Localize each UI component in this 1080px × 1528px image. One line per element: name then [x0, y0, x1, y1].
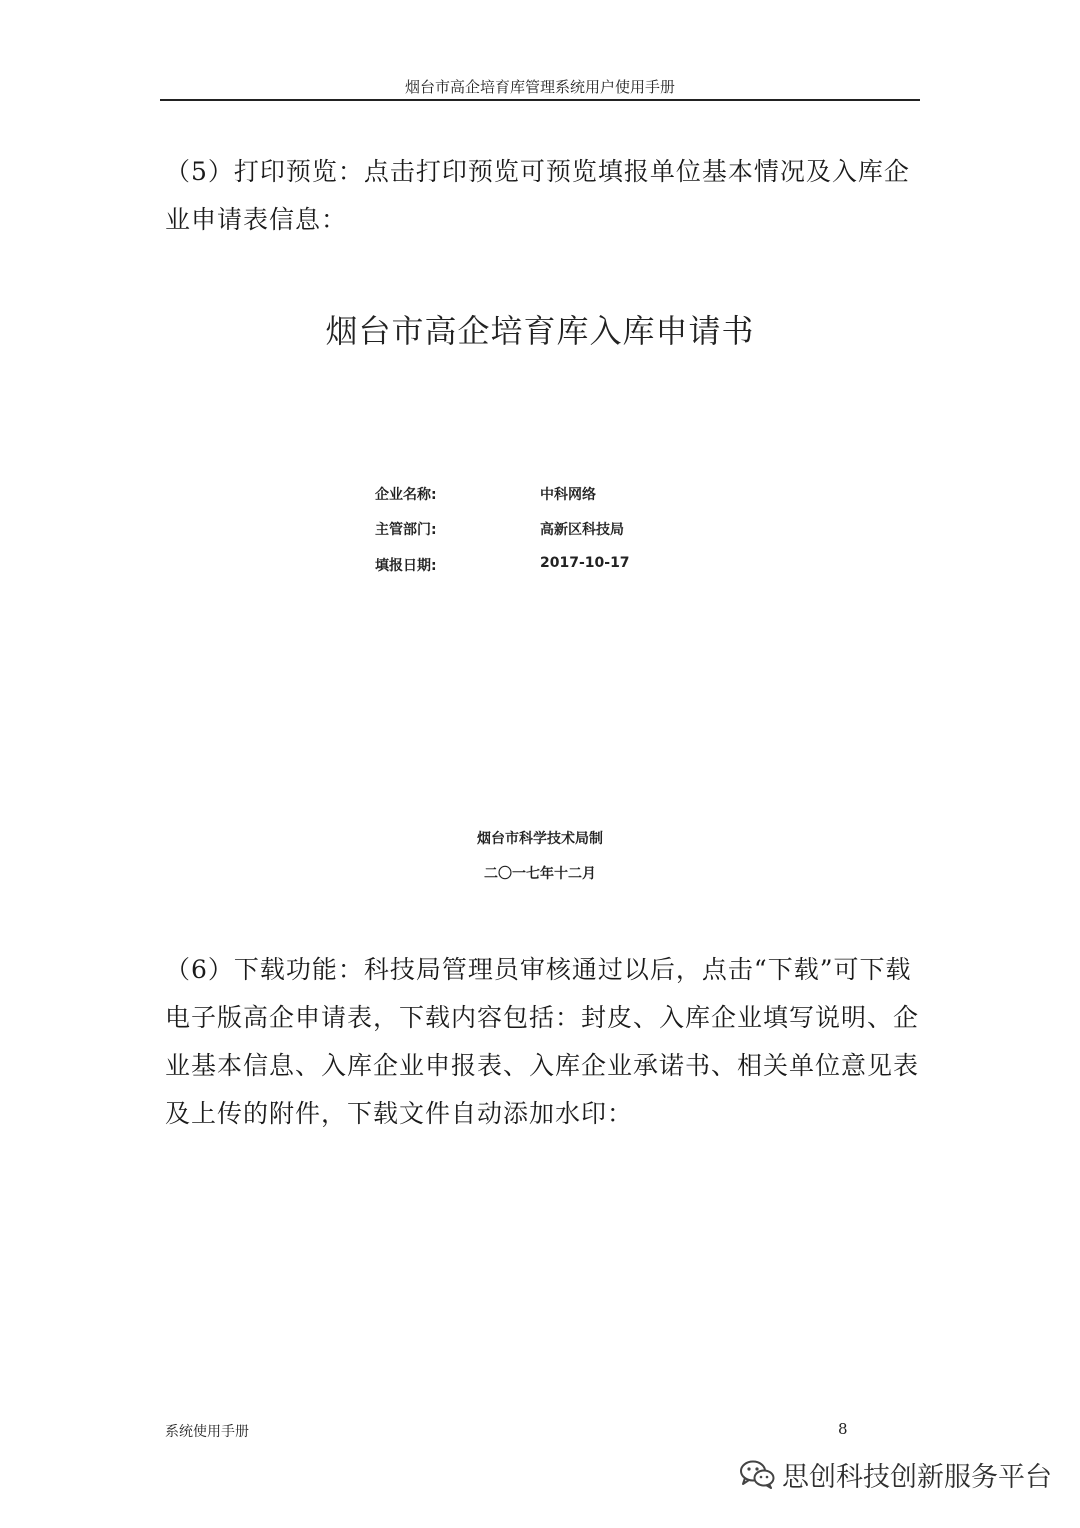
section-6-text: （6）下载功能：科技局管理员审核通过以后，点击“下载”可下载电子版高企申请表，下载内容包括：封皮、入库企业填写说明、企业基本信息、入库企业申报表、入库企业承诺书、相关单位意见表及上传的附件，下载文件自动添加水印：	[165, 955, 920, 1128]
header-title: 烟台市高企培育库管理系统用户使用手册	[404, 78, 675, 96]
field-value-company: 中科网络	[540, 487, 596, 503]
field-label-company: 企业名称:	[375, 487, 437, 503]
header-rule	[160, 99, 920, 101]
field-value-department: 高新区科技局	[540, 522, 624, 538]
footer-manual-name: 系统使用手册	[165, 1424, 249, 1440]
field-value-date: 2017-10-17	[540, 555, 630, 571]
footer-page-number: 8	[838, 1420, 848, 1438]
watermark-text: 思创科技创新服务平台	[782, 1461, 1052, 1493]
field-label-date: 填报日期:	[375, 558, 437, 574]
preview-issue-date: 二〇一七年十二月	[484, 866, 596, 882]
wechat-icon	[738, 1459, 776, 1489]
field-label-department: 主管部门:	[375, 522, 437, 538]
section-5-text: （5）打印预览：点击打印预览可预览填报单位基本情况及入库企业申请表信息：	[165, 157, 910, 234]
preview-issuer: 烟台市科学技术局制	[477, 831, 603, 847]
watermark	[738, 1454, 1052, 1494]
preview-document-title: 烟台市高企培育库入库申请书	[325, 312, 755, 350]
